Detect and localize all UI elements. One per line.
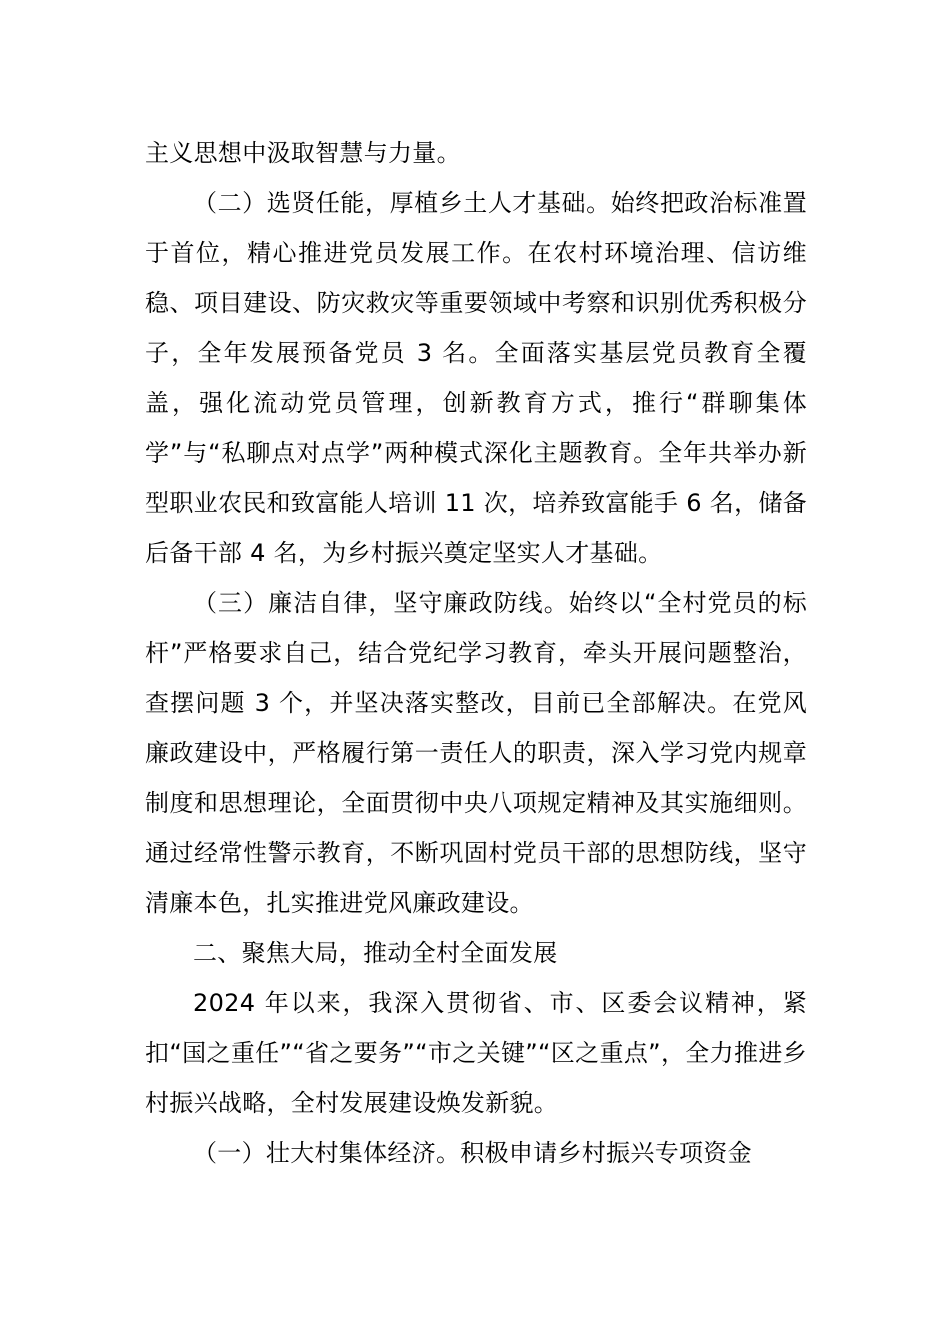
- paragraph-talent-foundation: （二）选贤任能，厚植乡土人才基础。始终把政治标准置于首位，精心推进党员发展工作。在农村环境治理、信访维稳、项目建设、防灾救灾等重要领域中考察和识别优秀积极分子，全年发展预备党员 3 名。全面落实基层党员教育全覆盖，强化流动党员管理，创新教育方式，推行“群聊集体学”与“私聊点对点学”两种模式深化主题教育。全年共举办新型职业农民和致富能人培训 11 次，培养致富能手 6 名，储备后备干部 4 名，为乡村振兴奠定坚实人才基础。: [145, 189, 807, 567]
- paragraph-collective-economy: （一）壮大村集体经济。积极申请乡村振兴专项资金: [193, 1139, 752, 1167]
- paragraph-integrity: （三）廉洁自律，坚守廉政防线。始终以“全村党员的标杆”严格要求自己，结合党纪学习教育，牵头开展问题整治，查摆问题 3 个，并坚决落实整改，目前已全部解决。在党风廉政建设中，严格履行第一责任人的职责，深入学习党内规章制度和思想理论，全面贯彻中央八项规定精神及其实施细则。通过经常性警示教育，不断巩固村党员干部的思想防线，坚守清廉本色，扎实推进党风廉政建设。: [145, 589, 807, 917]
- paragraph-2024-overview: 2024 年以来，我深入贯彻省、市、区委会议精神，紧扣“国之重任”“省之要务”“市之关键”“区之重点”，全力推进乡村振兴战略，全村发展建设焕发新貌。: [145, 989, 807, 1117]
- section-heading: 二、聚焦大局，推动全村全面发展: [193, 939, 558, 967]
- paragraph-continuation: 主义思想中汲取智慧与力量。: [145, 139, 461, 167]
- document-body: [145, 128, 807, 1178]
